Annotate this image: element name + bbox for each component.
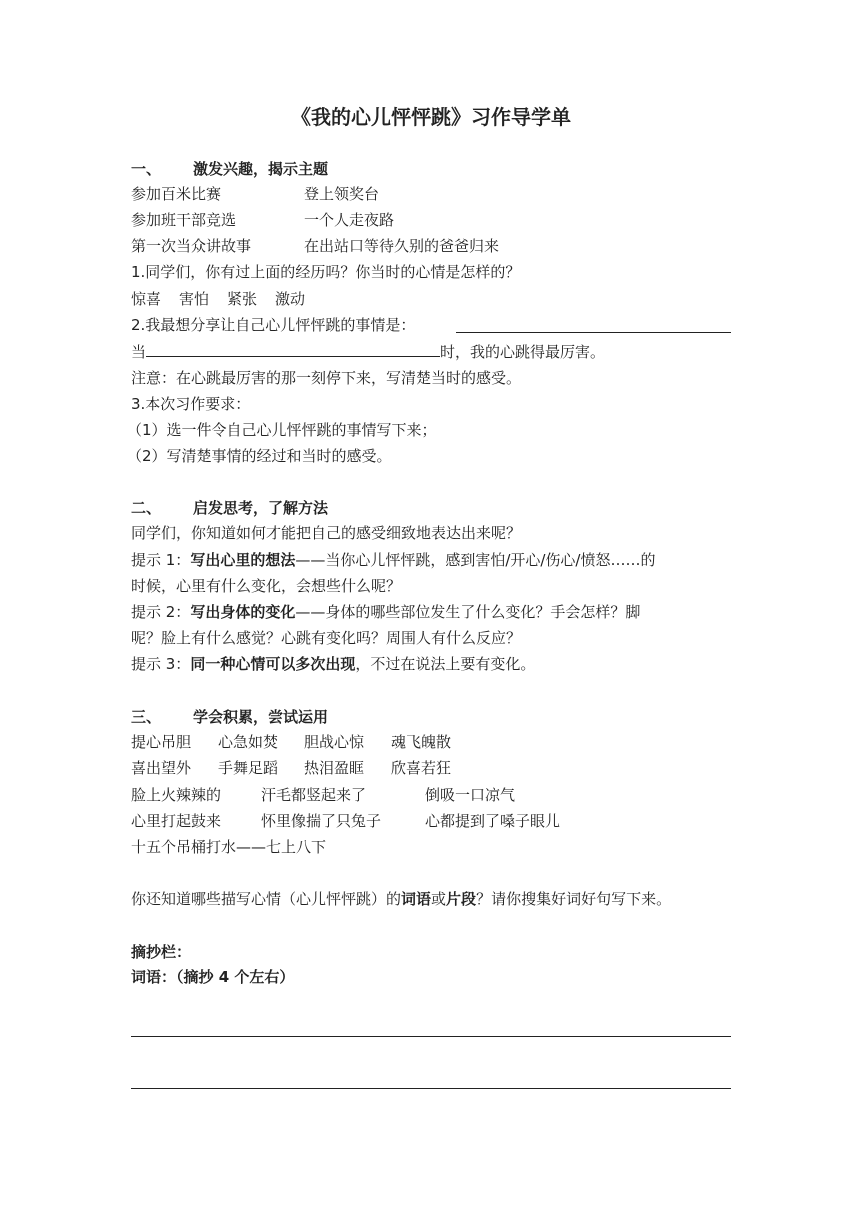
- words-label: 词语：（摘抄 4 个左右）: [131, 968, 295, 986]
- writing-line-1[interactable]: [131, 1036, 731, 1037]
- phrase-row-3: 脸上火辣辣的 汗毛都竖起来了 倒吸一口凉气: [131, 786, 516, 804]
- tip-1-line-1: 提示 1：写出心里的想法——当你心儿怦怦跳，感到害怕/开心/伤心/愤怒……的: [131, 551, 656, 569]
- excerpt-heading: 摘抄栏：: [131, 943, 192, 961]
- feelings-row: 惊喜 害怕 紧张 激动: [131, 290, 306, 308]
- when-line: 当 时，我的心跳得最厉害。: [131, 340, 731, 362]
- section1-heading: 一、 激发兴趣，揭示主题: [131, 160, 329, 178]
- tip-1-line-2: 时候，心里有什么变化，会想些什么呢？: [131, 577, 402, 595]
- phrase-row-1: 提心吊胆 心急如焚 胆战心惊 魂飞魄散: [131, 733, 452, 751]
- page-title: 《我的心儿怦怦跳》习作导学单: [291, 105, 571, 129]
- requirement-2: （2）写清楚事情的经过和当时的感受。: [127, 447, 392, 465]
- collect-question: 你还知道哪些描写心情（心儿怦怦跳）的词语或片段？请你搜集好词好句写下来。: [131, 890, 672, 908]
- note-line: 注意：在心跳最厉害的那一刻停下来，写清楚当时的感受。: [131, 369, 522, 387]
- tip-2-line-2: 呢？脸上有什么感觉？心跳有变化吗？周围人有什么反应？: [131, 629, 522, 647]
- tip-3: 提示 3：同一种心情可以多次出现，不过在说法上要有变化。: [131, 655, 536, 673]
- when-blank[interactable]: [146, 340, 440, 357]
- question-2: 2.我最想分享让自己心儿怦怦跳的事情是：: [131, 314, 731, 336]
- experience-row-2: 参加班干部竞选 一个人走夜路: [131, 211, 395, 229]
- question-1: 1.同学们，你有过上面的经历吗？你当时的心情是怎样的？: [131, 263, 521, 281]
- experience-row-3: 第一次当众讲故事 在出站口等待久别的爸爸归来: [131, 237, 500, 255]
- tip-2-line-1: 提示 2：写出身体的变化——身体的哪些部位发生了什么变化？手会怎样？脚: [131, 603, 641, 621]
- requirement-1: （1）选一件令自己心儿怦怦跳的事情写下来；: [127, 421, 437, 439]
- phrase-row-2: 喜出望外 手舞足蹈 热泪盈眶 欣喜若狂: [131, 759, 452, 777]
- section2-intro: 同学们，你知道如何才能把自己的感受细致地表达出来呢？: [131, 524, 522, 542]
- section2-heading: 二、 启发思考，了解方法: [131, 499, 329, 517]
- writing-line-2[interactable]: [131, 1088, 731, 1089]
- section3-heading: 三、 学会积累，尝试运用: [131, 708, 329, 726]
- experience-row-1: 参加百米比赛 登上领奖台: [131, 185, 380, 203]
- question-3: 3.本次习作要求：: [131, 395, 251, 413]
- share-event-blank[interactable]: [456, 316, 731, 333]
- phrase-row-5: 十五个吊桶打水——七上八下: [131, 838, 327, 856]
- phrase-row-4: 心里打起鼓来 怀里像揣了只兔子 心都提到了嗓子眼儿: [131, 812, 561, 830]
